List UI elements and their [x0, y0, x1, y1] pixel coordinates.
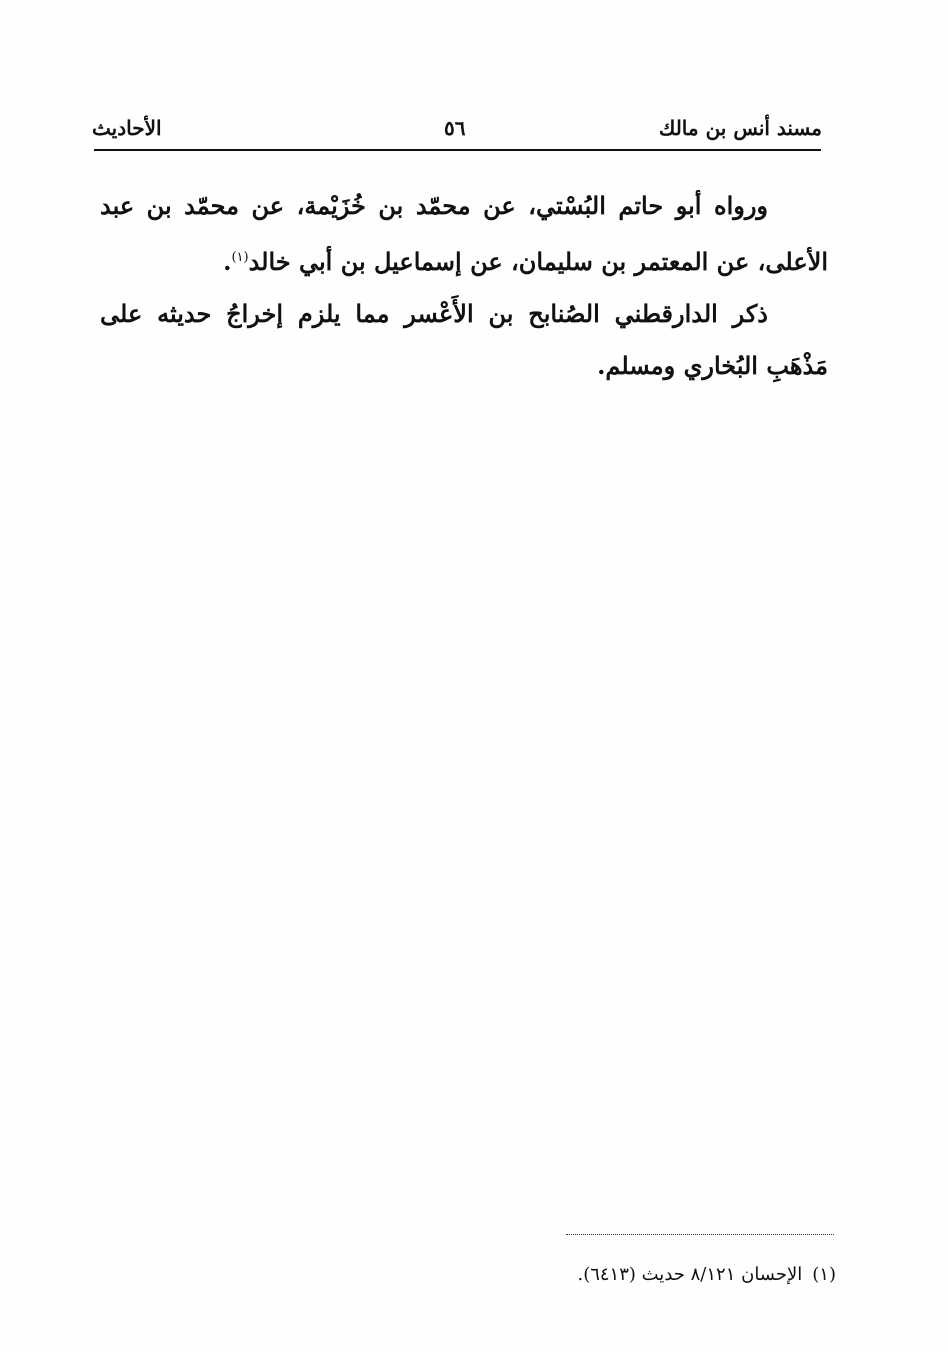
- page-number: ٥٦: [444, 116, 466, 140]
- paragraph-end: .: [223, 247, 232, 276]
- footnote-reference: (١): [231, 250, 249, 265]
- footnote-text: الإحسان ٨/١٢١ حديث (٦٤١٣).: [577, 1264, 803, 1285]
- paragraph-text: ورواه أبو حاتم البُسْتي، عن محمّد بن خُزَيْمة، عن محمّد بن عبد الأعلى، عن المعتمر بن سليمان، عن إسماعيل بن أبي خالد: [100, 191, 828, 276]
- footnote: [400, 1264, 836, 1285]
- paragraph: [100, 180, 828, 288]
- section-title: الأحاديث: [92, 116, 162, 140]
- header-divider: [94, 149, 821, 151]
- running-header: [92, 112, 822, 152]
- paragraph: ذكر الدارقطني الصُنابح بن الأَعْسر مما يلزم إخراجُ حديثه على مَذْهَبِ البُخاري ومسلم.: [100, 299, 828, 380]
- footnote-number: (١): [812, 1264, 836, 1285]
- footnote-divider: [566, 1234, 834, 1235]
- book-title: مسند أنس بن مالك: [658, 116, 822, 140]
- main-text: [100, 180, 828, 392]
